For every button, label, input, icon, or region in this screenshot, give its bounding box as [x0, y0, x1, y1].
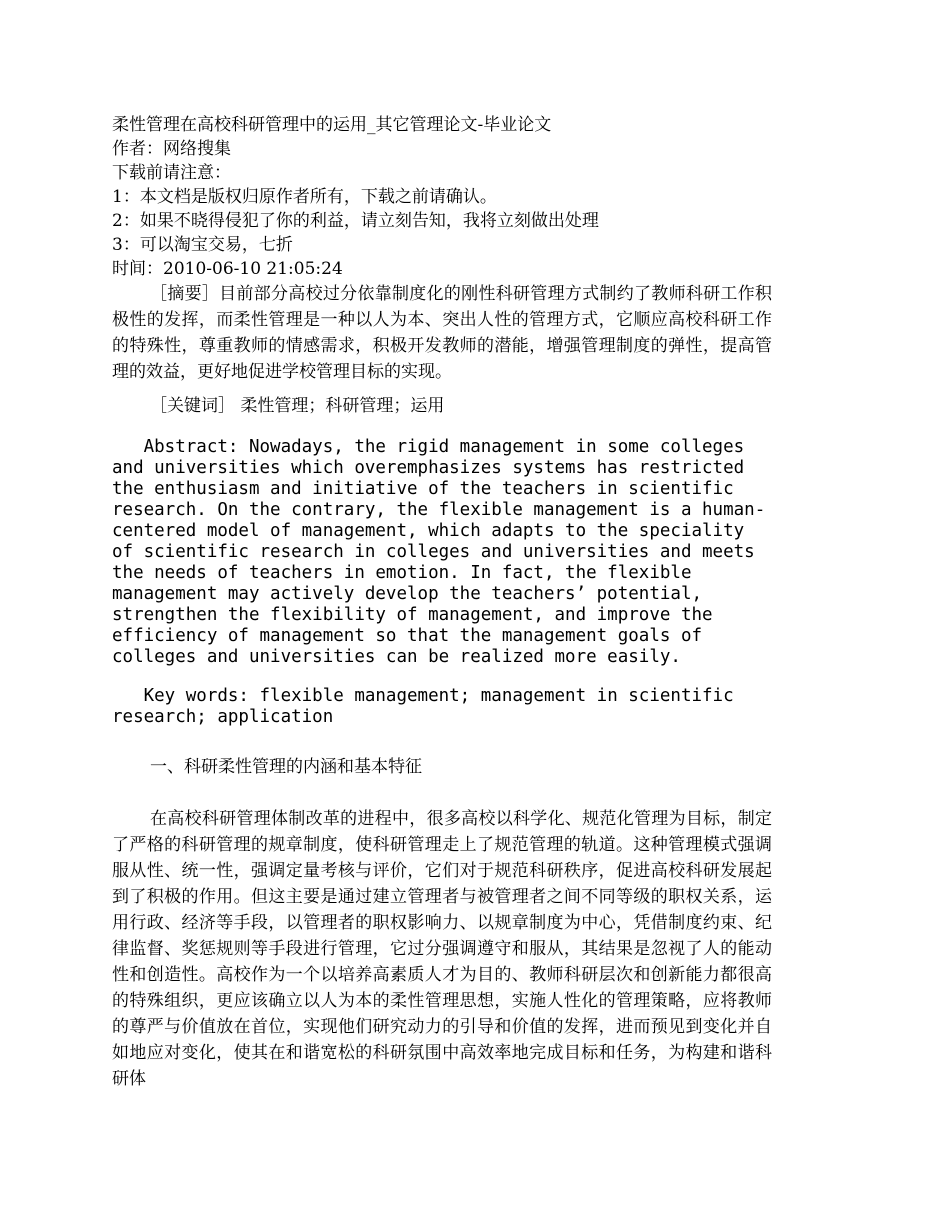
- abstract-cn: ［摘要］目前部分高校过分依靠制度化的刚性科研管理方式制约了教师科研工作积极性的发挥，而柔性管理是一种以人为本、突出人性的管理方式，它顺应高校科研工作的特殊性，尊重教师的情感需求，积极开发教师的潜能，增强管理制度的弹性，提高管理的效益，更好地促进学校管理目标的实现。: [112, 284, 772, 382]
- doc-author: 作者：网络搜集: [112, 139, 231, 159]
- doc-title: 柔性管理在高校科研管理中的运用_其它管理论文-毕业论文: [112, 115, 552, 135]
- document-page: [112, 113, 772, 1092]
- notice-item-2: 2：如果不晓得侵犯了你的利益，请立刻告知，我将立刻做出处理: [112, 211, 599, 231]
- keywords-cn: ［关键词］ 柔性管理；科研管理；运用: [150, 396, 445, 416]
- abstract-en: Abstract: Nowadays, the rigid management in some colleges and universities which overemphasizes systems has restricted the enthusiasm and initiative of the teachers in scientific research. On the contrary, the flexible management is a human-centered model of management, which adapts to the speciality of scientific research in colleges and universities and meets the needs of teachers in emotion. In fact, the flexible management may actively develop the teachers’ potential, strengthen the flexibility of management, and improve the efficiency of management so that the management goals of colleges and universities can be realized more easily.: [112, 437, 766, 667]
- notice-heading: 下载前请注意：: [112, 163, 231, 183]
- body-paragraph-1: 在高校科研管理体制改革的进程中，很多高校以科学化、规范化管理为目标，制定了严格的科研管理的规章制度，使科研管理走上了规范管理的轨道。这种管理模式强调服从性、统一性，强调定量考核与评价，它们对于规范科研秩序，促进高校科研发展起到了积极的作用。但这主要是通过建立管理者与被管理者之间不同等级的职权关系，运用行政、经济等手段，以管理者的职权影响力、以规章制度为中心，凭借制度约束、纪律监督、奖惩规则等手段进行管理，它过分强调遵守和服从，其结果是忽视了人的能动性和创造性。高校作为一个以培养高素质人才为目的、教师科研层次和创新能力都很高的特殊组织，更应该确立以人为本的柔性管理思想，实施人性化的管理策略，应将教师的尊严与价值放在首位，实现他们研究动力的引导和价值的发挥，进而预见到变化并自如地应对变化，使其在和谐宽松的科研氛围中高效率地完成目标和任务，为构建和谐科研体: [112, 809, 772, 1089]
- notice-item-1: 1：本文档是版权归原作者所有，下载之前请确认。: [112, 187, 497, 207]
- doc-time: 时间：2010-06-10 21:05:24: [112, 259, 343, 279]
- section-heading-1: 一、科研柔性管理的内涵和基本特征: [150, 757, 422, 777]
- keywords-en: Key words: flexible management; management in scientific research; application: [112, 686, 745, 727]
- notice-item-3: 3：可以淘宝交易，七折: [112, 235, 293, 255]
